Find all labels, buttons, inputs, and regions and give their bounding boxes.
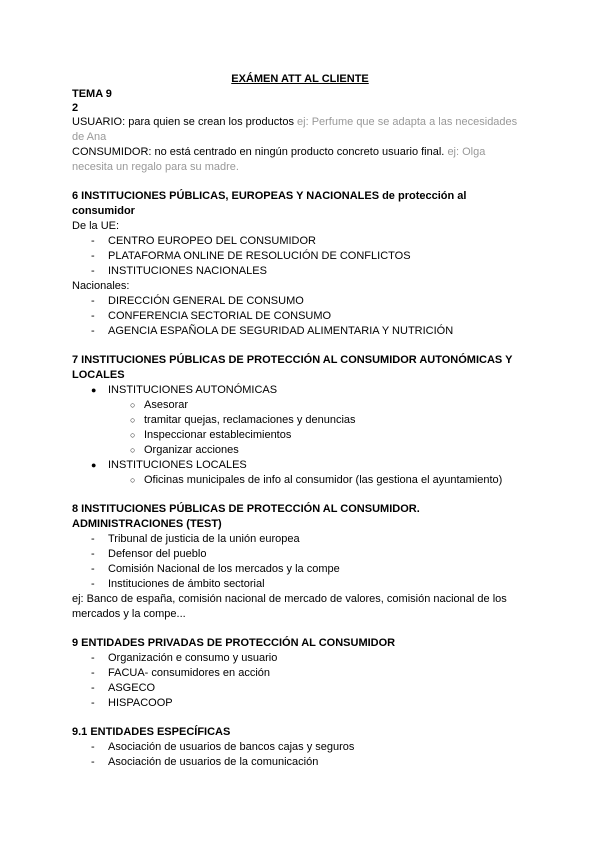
list-item: - DIRECCIÓN GENERAL DE CONSUMO bbox=[72, 294, 528, 309]
bullet-dot-icon: ● bbox=[91, 385, 97, 395]
bullet-circle-icon: ○ bbox=[130, 415, 136, 425]
usuario-example: ej: Perfume que se adapta a las necesidades de Ana bbox=[72, 116, 518, 143]
section-7-heading: 7 INSTITUCIONES PÚBLICAS DE PROTECCIÓN AL CONSUMIDOR AUTONÓMICAS Y LOCALES bbox=[72, 354, 513, 381]
list-item: - Asociación de usuarios de la comunicación bbox=[72, 755, 528, 770]
usuario-text: USUARIO: para quien se crean los productos bbox=[72, 116, 294, 128]
tema-label: TEMA 9 bbox=[72, 88, 112, 100]
list-item-text: Asesorar bbox=[144, 399, 189, 411]
list-item: - INSTITUCIONES NACIONALES bbox=[72, 264, 528, 279]
list-item: - AGENCIA ESPAÑOLA DE SEGURIDAD ALIMENTARIA Y NUTRICIÓN bbox=[72, 324, 528, 339]
list-item-text: Organizar acciones bbox=[144, 444, 239, 456]
list-item bbox=[108, 413, 528, 428]
section-8-note: ej: Banco de españa, comisión nacional de mercado de valores, comisión nacional de los mercados y la compe... bbox=[72, 593, 507, 620]
list-item bbox=[108, 473, 528, 488]
list-item bbox=[108, 443, 528, 458]
list-item bbox=[108, 428, 528, 443]
section-9-list bbox=[72, 651, 528, 711]
bullet-dot-icon: ● bbox=[91, 460, 97, 470]
consumidor-example: ej: Olga necesita un regalo para su madre. bbox=[72, 146, 486, 173]
list-item: - ASGECO bbox=[72, 681, 528, 696]
section-8-heading: 8 INSTITUCIONES PÚBLICAS DE PROTECCIÓN AL CONSUMIDOR. ADMINISTRACIONES (TEST) bbox=[72, 503, 420, 530]
document-title: EXÁMEN ATT AL CLIENTE bbox=[231, 73, 369, 85]
list-item: - PLATAFORMA ONLINE DE RESOLUCIÓN DE CONFLICTOS bbox=[72, 249, 528, 264]
list-item: - Organización e consumo y usuario bbox=[72, 651, 528, 666]
bullet-circle-icon: ○ bbox=[130, 400, 136, 410]
bullet-circle-icon: ○ bbox=[130, 475, 136, 485]
section-7-list-locales bbox=[72, 458, 528, 473]
autonomicas-label: INSTITUCIONES AUTONÓMICAS bbox=[108, 384, 278, 396]
locales-list bbox=[108, 473, 528, 488]
list-item: - Defensor del pueblo bbox=[72, 547, 528, 562]
bullet-circle-icon: ○ bbox=[130, 430, 136, 440]
ue-list bbox=[72, 234, 528, 279]
section-9-1-list bbox=[72, 740, 528, 770]
list-item: - Comisión Nacional de los mercados y la compe bbox=[72, 562, 528, 577]
list-item-text: Oficinas municipales de info al consumidor (las gestiona el ayuntamiento) bbox=[144, 474, 503, 486]
nacionales-list bbox=[72, 294, 528, 339]
list-item: - CONFERENCIA SECTORIAL DE CONSUMO bbox=[72, 309, 528, 324]
list-item: - FACUA- consumidores en acción bbox=[72, 666, 528, 681]
list-item: - Tribunal de justicia de la unión europea bbox=[72, 532, 528, 547]
ue-label: De la UE: bbox=[72, 220, 120, 232]
document-content bbox=[72, 72, 528, 770]
section-9-heading: 9 ENTIDADES PRIVADAS DE PROTECCIÓN AL CONSUMIDOR bbox=[72, 637, 396, 649]
nacionales-label: Nacionales: bbox=[72, 280, 130, 292]
list-item: - Instituciones de ámbito sectorial bbox=[72, 577, 528, 592]
list-item bbox=[108, 398, 528, 413]
locales-label: INSTITUCIONES LOCALES bbox=[108, 459, 247, 471]
list-item-text: tramitar quejas, reclamaciones y denuncias bbox=[144, 414, 356, 426]
bullet-circle-icon: ○ bbox=[130, 445, 136, 455]
section-6-heading: 6 INSTITUCIONES PÚBLICAS, EUROPEAS Y NACIONALES de protección al consumidor bbox=[72, 190, 467, 217]
consumidor-definition bbox=[72, 145, 528, 175]
page-number-label: 2 bbox=[72, 102, 79, 114]
list-item bbox=[72, 383, 528, 398]
section-7-list bbox=[72, 383, 528, 398]
usuario-definition bbox=[72, 115, 528, 145]
list-item: - HISPACOOP bbox=[72, 696, 528, 711]
consumidor-text: CONSUMIDOR: no está centrado en ningún producto concreto usuario final. bbox=[72, 146, 445, 158]
section-8-list bbox=[72, 532, 528, 592]
list-item: - CENTRO EUROPEO DEL CONSUMIDOR bbox=[72, 234, 528, 249]
list-item bbox=[72, 458, 528, 473]
autonomicas-list bbox=[108, 398, 528, 458]
list-item-text: Inspeccionar establecimientos bbox=[144, 429, 292, 441]
list-item: - Asociación de usuarios de bancos cajas y seguros bbox=[72, 740, 528, 755]
section-9-1-heading: 9.1 ENTIDADES ESPECÍFICAS bbox=[72, 726, 231, 738]
